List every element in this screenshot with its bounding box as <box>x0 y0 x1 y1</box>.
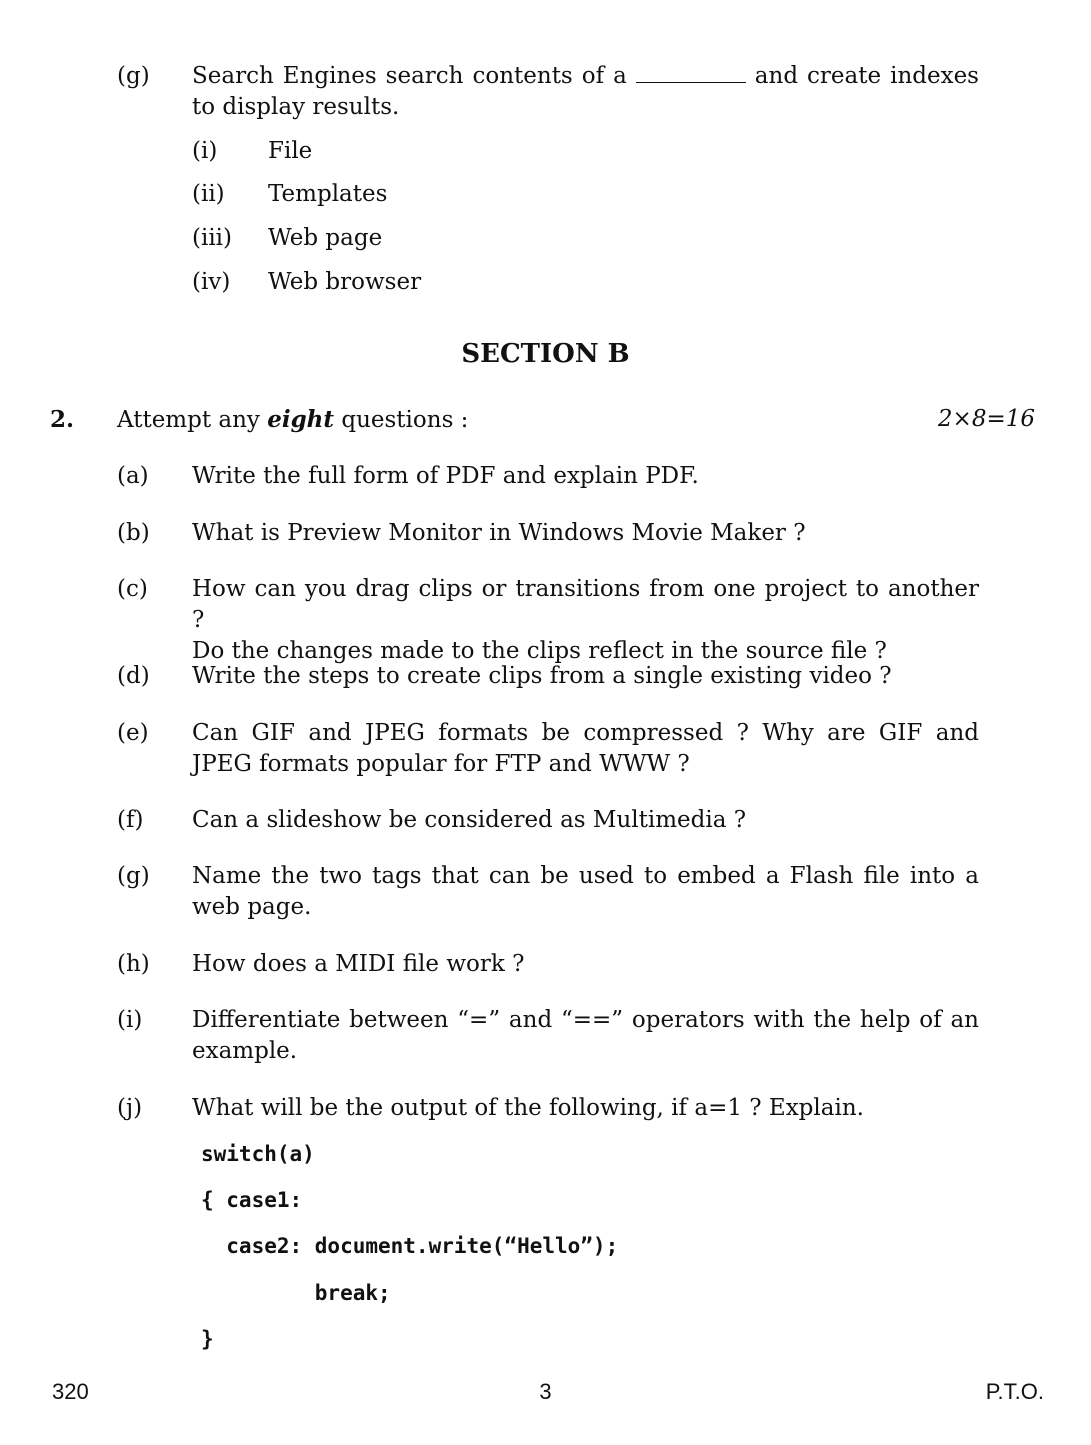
item-line: JPEG formats popular for FTP and WWW ? <box>192 751 690 777</box>
option-label: (iii) <box>192 225 233 251</box>
item-label: (g) <box>117 863 150 889</box>
item-line: Do the changes made to the clips reflect in the source file ? <box>192 638 887 664</box>
item-label: (j) <box>117 1095 143 1121</box>
item-label: (i) <box>117 1007 143 1033</box>
code-line: } <box>201 1327 214 1351</box>
item-line: Can GIF and JPEG formats be compressed ? Why are GIF and <box>192 720 979 746</box>
item-label: (e) <box>117 720 149 746</box>
question-g-text <box>192 61 979 123</box>
paper-code: 320 <box>52 1379 89 1404</box>
item-line: example. <box>192 1038 298 1064</box>
item-label: (d) <box>117 663 150 689</box>
item-text: Write the full form of PDF and explain PDF. <box>192 463 699 489</box>
item-label: (f) <box>117 807 144 833</box>
question-number: 2. <box>50 406 75 433</box>
item-label: (b) <box>117 520 150 546</box>
item-text <box>192 574 979 667</box>
item-label: (c) <box>117 576 148 602</box>
item-label: (a) <box>117 463 149 489</box>
page-number: 3 <box>539 1379 552 1404</box>
code-line: switch(a) <box>201 1142 315 1166</box>
item-text: Write the steps to create clips from a single existing video ? <box>192 663 892 689</box>
section-title: SECTION B <box>461 339 630 369</box>
instruction-after: questions : <box>341 407 469 433</box>
marks: 2×8=16 <box>937 406 1035 432</box>
please-turn-over: P.T.O. <box>985 1379 1044 1404</box>
question-g-text-after: and create indexes <box>754 63 979 89</box>
item-text: What will be the output of the following, if a=1 ? Explain. <box>192 1095 864 1121</box>
item-text: Can a slideshow be considered as Multimedia ? <box>192 807 747 833</box>
option-text: Web browser <box>268 269 422 295</box>
item-line: How can you drag clips or transitions from one project to another ? <box>192 576 979 633</box>
option-text: Templates <box>268 181 388 207</box>
question-g-line2: to display results. <box>192 94 400 120</box>
instruction-before: Attempt any <box>117 407 260 433</box>
question-g-line1 <box>192 61 979 92</box>
item-label: (h) <box>117 951 150 977</box>
option-text: File <box>268 138 313 164</box>
item-text: What is Preview Monitor in Windows Movie Maker ? <box>192 520 806 546</box>
option-label: (i) <box>192 138 218 164</box>
question-instruction <box>117 404 468 436</box>
item-line: web page. <box>192 894 312 920</box>
item-text: How does a MIDI file work ? <box>192 951 525 977</box>
code-line: break; <box>201 1281 391 1305</box>
item-line: Differentiate between “=” and “==” operators with the help of an <box>192 1007 979 1033</box>
fill-in-blank <box>636 62 746 83</box>
option-text: Web page <box>268 225 383 251</box>
code-line: { case1: <box>201 1188 303 1212</box>
option-label: (iv) <box>192 269 231 295</box>
option-label: (ii) <box>192 181 225 207</box>
question-label: (g) <box>117 63 150 89</box>
code-line: case2: document.write(“Hello”); <box>201 1234 619 1258</box>
item-text <box>192 718 979 780</box>
instruction-emphasis: eight <box>267 406 335 433</box>
item-text <box>192 1005 979 1067</box>
question-g-text-before: Search Engines search contents of a <box>192 63 627 89</box>
item-line: Name the two tags that can be used to embed a Flash file into a <box>192 863 979 889</box>
item-text <box>192 861 979 923</box>
